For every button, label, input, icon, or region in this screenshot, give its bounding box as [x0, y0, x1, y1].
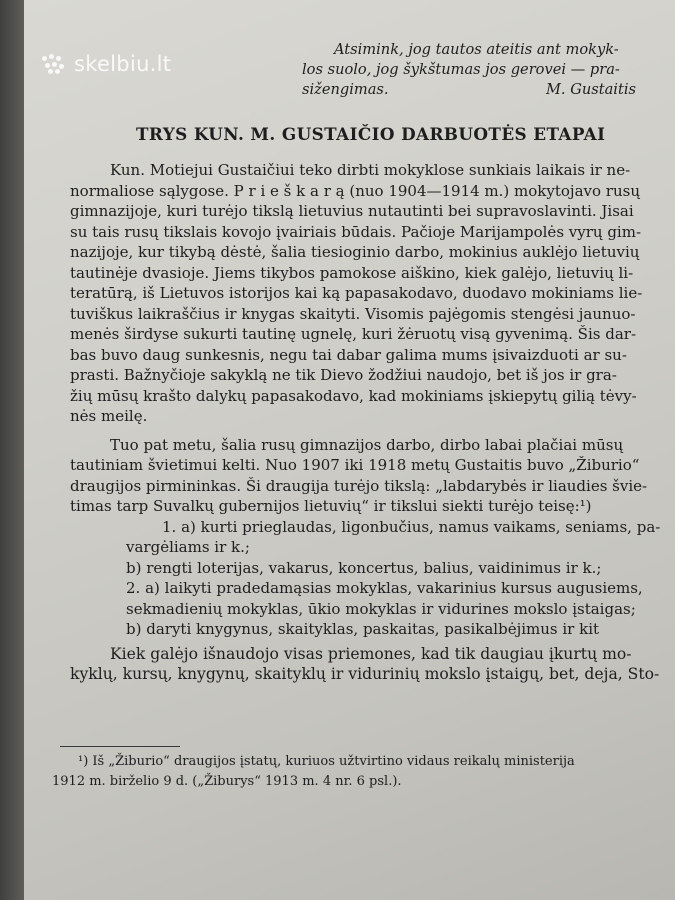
list-line: 2. a) laikyti pradedamąsias mokyklas, vakarinius kursus augusiems, [126, 579, 643, 597]
text-line: prasti. Bažnyčioje sakyklą ne tik Dievo žodžiui naudojo, bet iš jos ir gra- [70, 366, 617, 384]
epigraph-author: M. Gustaitis [545, 81, 636, 98]
text-line: nazijoje, kur tikybą dėstė, šalia tiesioginio darbo, mokinius auklėjo lietuvių [70, 243, 640, 261]
text-line: Kiek galėjo išnaudojo visas priemones, kad tik daugiau įkurtų mo- [110, 644, 632, 663]
text-line: kyklų, kursų, knygynų, skaityklų ir vidurinių mokslo įstaigų, bet, deja, Sto- [70, 665, 660, 683]
list-line: 1. a) kurti prieglaudas, ligonbučius, namus vaikams, seniams, pa- [162, 517, 661, 536]
epigraph-line: Atsimink, jog tautos ateitis ant mokyk- [334, 41, 619, 58]
footnote-rule [60, 746, 180, 747]
dots-logo-icon [42, 54, 68, 74]
watermark [42, 52, 171, 76]
text-line: normaliose sąlygose. P r i e š k a r ą (nuo 1904—1914 m.) mokytojavo rusų [70, 181, 640, 200]
footnote-line: ¹) Iš „Žiburio“ draugijos įstatų, kuriuos užtvirtino vidaus reikalų ministerija [78, 754, 575, 769]
watermark-text: skelbiu.lt [74, 52, 172, 76]
text-line: menės širdyse sukurti tautinę ugnelę, kuri žėruotų visą gyvenimą. Šis dar- [70, 325, 637, 343]
list-line: sekmadienių mokyklas, ūkio mokyklas ir vidurines mokslo įstaigas; [126, 599, 636, 618]
text-line: gimnazijoje, kuri turėjo tikslą lietuvius nutautinti bei supravoslavinti. Jisai [70, 202, 634, 220]
text-line: teratūrą, iš Lietuvos istorijos kai ką papasakodavo, duodavo mokiniams lie- [70, 284, 643, 302]
text-line: su tais rusų tikslais kovojo įvairiais būdais. Pačioje Marijampolės vyrų gim- [70, 222, 642, 241]
list-line: b) rengti loterijas, vakarus, koncertus, balius, vaidinimus ir k.; [126, 558, 602, 577]
text-line: timas tarp Suvalkų gubernijos lietuvių“ ir tikslui siekti turėjo teisę:¹) [70, 497, 592, 515]
body-text [70, 160, 675, 685]
epigraph-line: sižengimas. [302, 81, 389, 98]
chapter-title: TRYS KUN. M. GUSTAIČIO DARBUOTĖS ETAPAI [136, 124, 606, 144]
text-line: tautiniam švietimui kelti. Nuo 1907 iki 1918 metų Gustaitis buvo „Žiburio“ [70, 456, 640, 474]
footnote-line: 1912 m. birželio 9 d. („Žiburys“ 1913 m. 4 nr. 6 psl.). [52, 774, 402, 789]
epigraph-line: los suolo, jog šykštumas jos gerovei — pra- [302, 61, 620, 78]
text-line: tuviškus laikraščius ir knygas skaityti. Visomis pajėgomis stengėsi jaunuo- [70, 304, 636, 323]
text-line: žių mūsų krašto dalykų papasakodavo, kad mokiniams įskiepytų gilią tėvy- [70, 386, 637, 405]
epigraph [302, 40, 662, 100]
text-line: Tuo pat metu, šalia rusų gimnazijos darbo, dirbo labai plačiai mūsų [110, 435, 624, 454]
text-line: nės meilę. [70, 407, 148, 425]
text-line: draugijos pirmininkas. Ši draugija turėjo tikslą: „labdarybės ir liaudies švie- [70, 476, 648, 495]
text-line: bas buvo daug sunkesnis, negu tai dabar galima mums įsivaizduoti ar su- [70, 345, 627, 364]
book-page [24, 0, 675, 900]
footnote [52, 752, 672, 792]
list-line: b) daryti knygynus, skaityklas, paskaitas, pasikalbėjimus ir kit [126, 620, 600, 638]
list-line: vargėliams ir k.; [126, 538, 250, 556]
text-line: Kun. Motiejui Gustaičiui teko dirbti mokyklose sunkiais laikais ir ne- [110, 161, 631, 179]
text-line: tautinėje dvasioje. Jiems tikybos pamokose aiškino, kiek galėjo, lietuvių li- [70, 263, 634, 282]
